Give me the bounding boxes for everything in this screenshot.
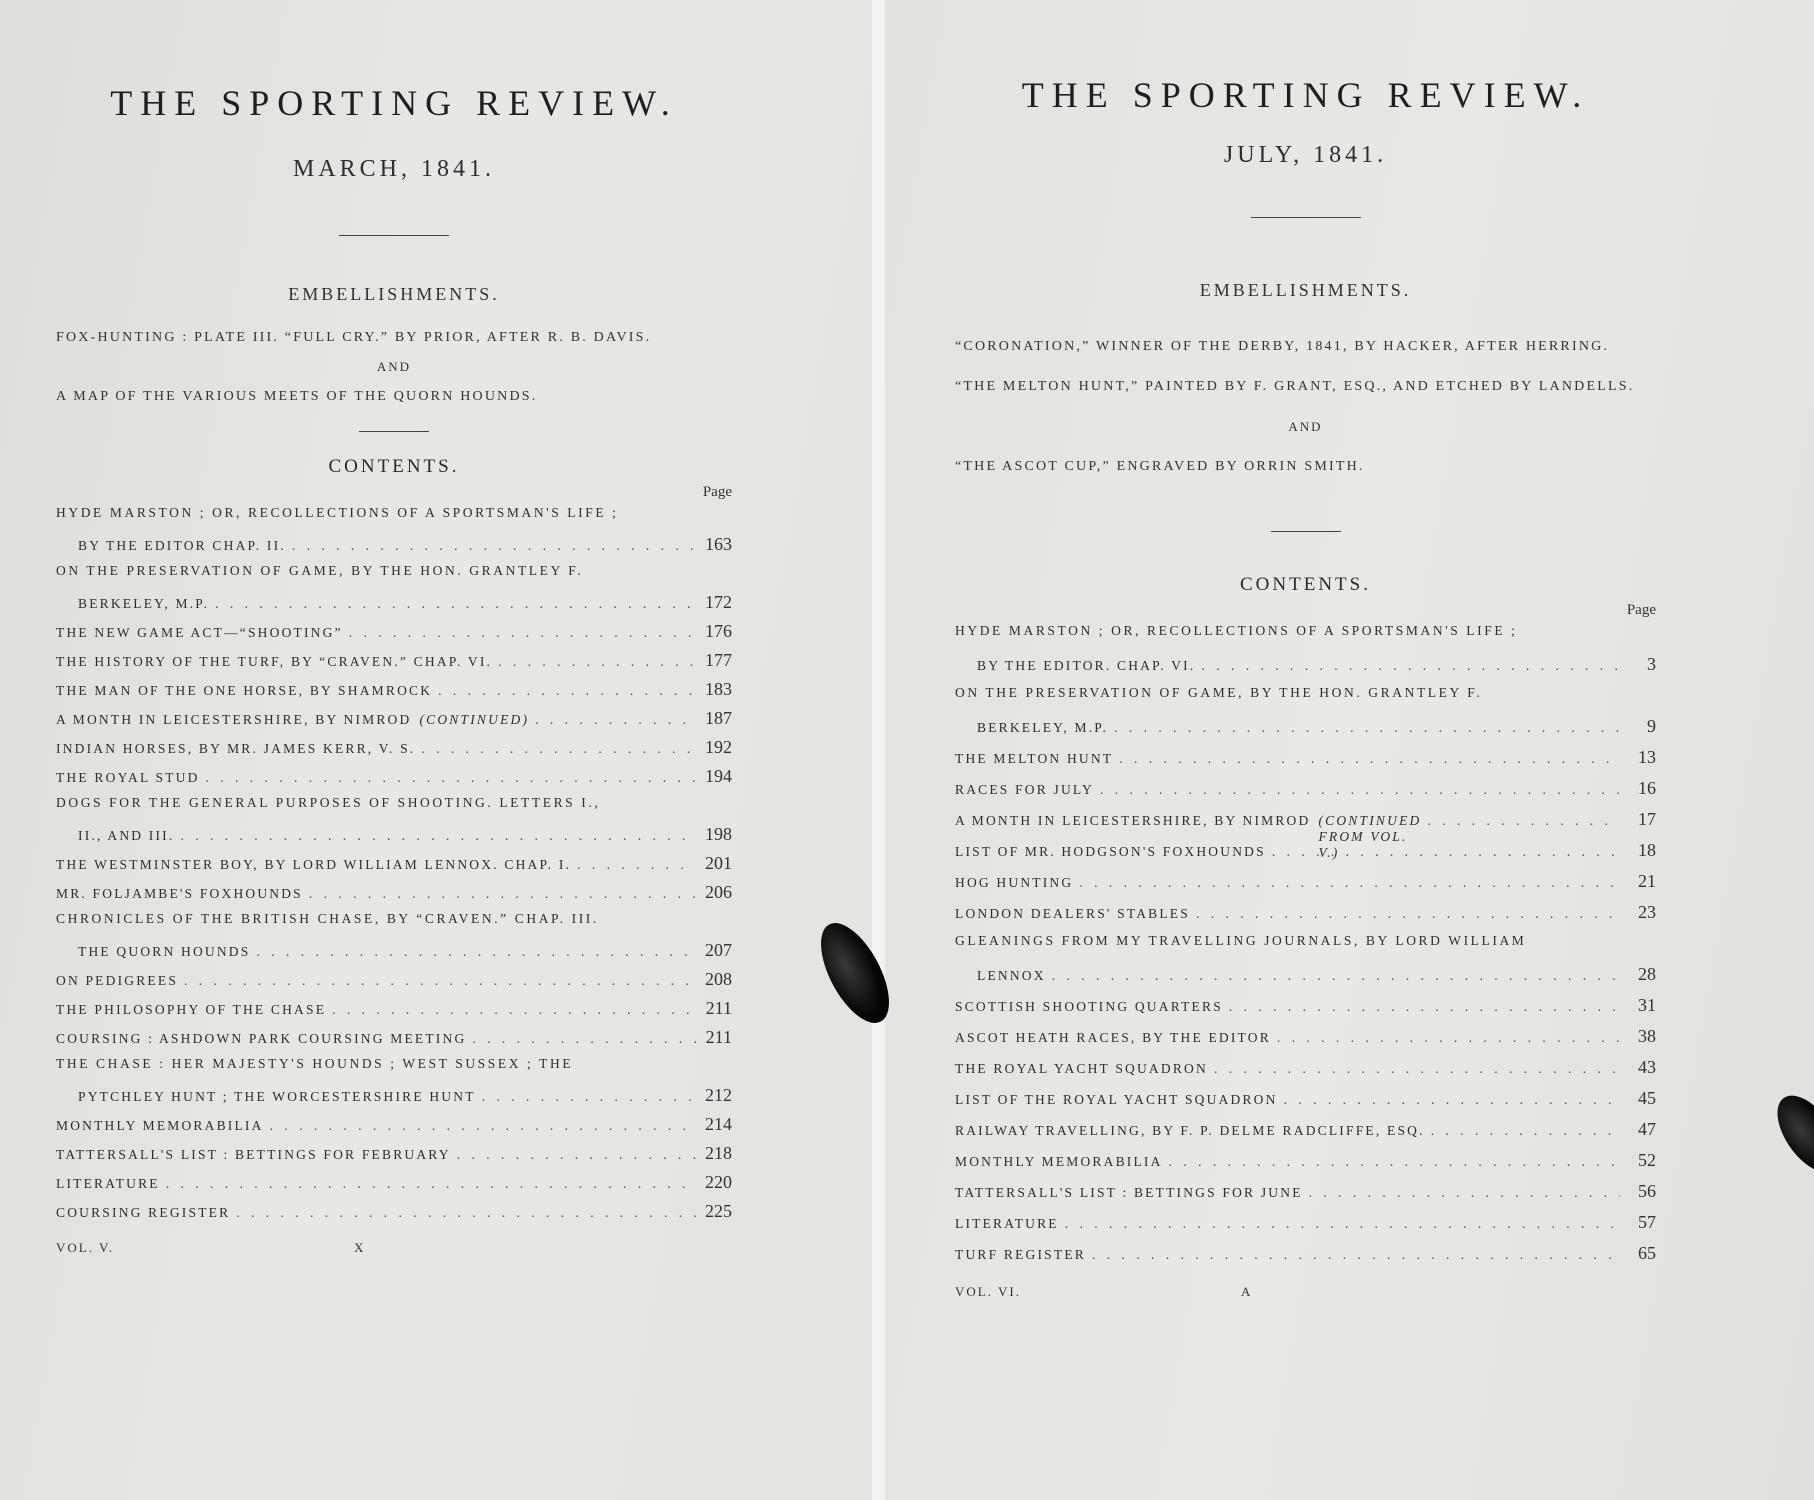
masthead: THE SPORTING REVIEW. — [1021, 75, 1590, 115]
dot-leader — [1229, 999, 1620, 1015]
toc-entry — [955, 1026, 1656, 1057]
toc-page-number: 28 — [1638, 964, 1656, 984]
divider-rule — [359, 431, 429, 432]
toc-page-number: 21 — [1638, 871, 1656, 891]
toc-entry-title: PYTCHLEY HUNT ; THE WORCESTERSHIRE HUNT — [78, 1089, 476, 1104]
toc-entry-title: THE NEW GAME ACT—“SHOOTING” — [56, 625, 343, 640]
toc-entry-title: BERKELEY, M.P. — [78, 596, 210, 611]
dot-leader — [184, 973, 696, 989]
toc-entry-title: LIST OF MR. HODGSON'S FOXHOUNDS — [955, 844, 1266, 859]
toc-entry — [955, 1243, 1656, 1274]
toc-page-number: 218 — [705, 1143, 732, 1163]
toc-entry-title: THE HISTORY OF THE TURF, BY “CRAVEN.” CHAP. VI. — [56, 654, 493, 669]
dot-leader — [421, 741, 696, 757]
dot-leader — [166, 1176, 696, 1192]
toc-entry-title: MR. FOLJAMBE'S FOXHOUNDS — [56, 886, 303, 901]
toc-entry-title: GLEANINGS FROM MY TRAVELLING JOURNALS, BY LORD WILLIAM — [955, 933, 1527, 948]
toc-page-number: 16 — [1638, 778, 1656, 798]
toc-page-number: 194 — [705, 766, 732, 786]
dot-leader — [349, 625, 696, 641]
toc-page-number: 220 — [705, 1172, 732, 1192]
toc-entry — [955, 1212, 1656, 1243]
dot-leader — [482, 1089, 696, 1105]
toc-entry — [56, 679, 732, 708]
dot-leader — [1201, 658, 1620, 674]
signature-mark: A — [1240, 1284, 1253, 1299]
toc-entry — [56, 911, 732, 940]
toc-entry-title: LENNOX — [977, 968, 1046, 983]
toc-entry-title: THE QUORN HOUNDS — [78, 944, 251, 959]
toc-entry-title: CHRONICLES OF THE BRITISH CHASE, BY “CRAVEN.” CHAP. III. — [56, 911, 599, 926]
toc-entry-note: (CONTINUED FROM VOL. V.) — [1318, 813, 1422, 860]
toc-entry-title: MONTHLY MEMORABILIA — [56, 1118, 264, 1133]
toc-entry — [56, 737, 732, 766]
toc-entry-title: BY THE EDITOR. CHAP. VI. — [977, 658, 1196, 673]
toc-page-number: 198 — [705, 824, 732, 844]
toc-page-number: 208 — [705, 969, 732, 989]
toc-page-number: 206 — [705, 882, 732, 902]
toc-entry — [56, 534, 732, 563]
embellishments-heading: EMBELLISHMENTS. — [288, 284, 500, 304]
toc-entry — [955, 685, 1656, 716]
toc-entry-title: ASCOT HEATH RACES, BY THE EDITOR — [955, 1030, 1271, 1045]
dot-leader — [1169, 1154, 1620, 1170]
volume-number: VOL. V. — [56, 1240, 114, 1255]
dot-leader — [1052, 968, 1620, 984]
toc-entry-title: II., AND III. — [78, 828, 175, 843]
toc-entry-title: HYDE MARSTON ; OR, RECOLLECTIONS OF A SPORTSMAN'S LIFE ; — [955, 623, 1518, 638]
toc-page-number: 172 — [705, 592, 732, 612]
toc-page-number: 38 — [1638, 1026, 1656, 1046]
toc-entry — [955, 1057, 1656, 1088]
toc-page-number: 56 — [1638, 1181, 1656, 1201]
toc-entry-title: A MONTH IN LEICESTERSHIRE, BY NIMROD — [56, 712, 412, 727]
embellishment-item: “THE ASCOT CUP,” ENGRAVED BY ORRIN SMITH. — [955, 459, 1365, 474]
toc-entry-title: BERKELEY, M.P. — [977, 720, 1109, 735]
toc-entry-title: SCOTTISH SHOOTING QUARTERS — [955, 999, 1223, 1014]
toc-page-number: 9 — [1647, 716, 1656, 736]
toc-entry-title: TATTERSALL'S LIST : BETTINGS FOR FEBRUARY — [56, 1147, 451, 1162]
dot-leader — [1427, 813, 1620, 829]
toc-entry-title: HOG HUNTING — [955, 875, 1074, 890]
embellishment-item: FOX-HUNTING : PLATE III. “FULL CRY.” BY PRIOR, AFTER R. B. DAVIS. — [56, 330, 652, 345]
toc-page-number: 13 — [1638, 747, 1656, 767]
toc-entry — [955, 1119, 1656, 1150]
toc-entry — [56, 505, 732, 534]
toc-entry — [56, 940, 732, 969]
embellishment-item: “THE MELTON HUNT,” PAINTED BY F. GRANT, ESQ., AND ETCHED BY LANDELLS. — [955, 379, 1635, 394]
divider-rule — [1251, 217, 1361, 218]
dot-leader — [270, 1118, 696, 1134]
toc-entry-title: THE WESTMINSTER BOY, BY LORD WILLIAM LENNOX. CHAP. I. — [56, 857, 572, 872]
toc-entry-title: THE CHASE : HER MAJESTY'S HOUNDS ; WEST SUSSEX ; THE — [56, 1056, 574, 1071]
divider-rule — [1271, 531, 1341, 532]
dot-leader — [1277, 1030, 1620, 1046]
toc-entry-title: MONTHLY MEMORABILIA — [955, 1154, 1163, 1169]
toc-entry — [56, 1056, 732, 1085]
toc-entry — [955, 1181, 1656, 1212]
toc-page-number: 17 — [1638, 809, 1656, 829]
dot-leader — [1214, 1061, 1620, 1077]
dot-leader — [472, 1031, 696, 1047]
page-footer — [56, 1240, 732, 1256]
toc-page-number: 177 — [705, 650, 732, 670]
toc-entry — [56, 592, 732, 621]
toc-entry — [56, 708, 732, 737]
dot-leader — [1196, 906, 1620, 922]
toc-entry-title: TATTERSALL'S LIST : BETTINGS FOR JUNE — [955, 1185, 1303, 1200]
toc-page-number: 187 — [705, 708, 732, 728]
dot-leader — [206, 770, 696, 786]
toc-entry-title: HYDE MARSTON ; OR, RECOLLECTIONS OF A SPORTSMAN'S LIFE ; — [56, 505, 619, 520]
toc-entry — [56, 1114, 732, 1143]
dot-leader — [1065, 1216, 1620, 1232]
right-page — [885, 0, 1814, 1500]
dot-leader — [1114, 720, 1620, 736]
toc-entry-title: ON THE PRESERVATION OF GAME, BY THE HON. GRANTLEY F. — [955, 685, 1483, 700]
contents-list — [56, 505, 732, 1230]
toc-page-number: 163 — [705, 534, 732, 554]
dot-leader — [577, 857, 696, 873]
embellishments-heading: EMBELLISHMENTS. — [1199, 280, 1412, 300]
toc-entry-title: THE PHILOSOPHY OF THE CHASE — [56, 1002, 327, 1017]
contents-heading: CONTENTS. — [1240, 574, 1371, 595]
dot-leader — [438, 683, 696, 699]
toc-page-number: 23 — [1638, 902, 1656, 922]
toc-entry — [56, 1143, 732, 1172]
toc-entry-title: BY THE EDITOR CHAP. II. — [78, 538, 286, 553]
toc-entry-title: THE MELTON HUNT — [955, 751, 1114, 766]
toc-page-number: 3 — [1647, 654, 1656, 674]
toc-page-number: 176 — [705, 621, 732, 641]
page-column-label: Page — [1626, 602, 1656, 618]
toc-entry — [56, 882, 732, 911]
toc-entry — [955, 716, 1656, 747]
toc-entry — [56, 969, 732, 998]
contents-heading: CONTENTS. — [328, 456, 460, 477]
toc-entry — [955, 902, 1656, 933]
toc-entry-title: THE ROYAL YACHT SQUADRON — [955, 1061, 1208, 1076]
toc-entry — [56, 1172, 732, 1201]
toc-entry — [56, 766, 732, 795]
toc-page-number: 47 — [1638, 1119, 1656, 1139]
masthead: THE SPORTING REVIEW. — [110, 83, 678, 123]
toc-entry — [56, 1201, 732, 1230]
toc-page-number: 18 — [1638, 840, 1656, 860]
toc-entry-title: TURF REGISTER — [955, 1247, 1086, 1262]
toc-entry-title: RACES FOR JULY — [955, 782, 1094, 797]
toc-entry — [955, 871, 1656, 902]
toc-page-number: 225 — [705, 1201, 732, 1221]
toc-page-number: 65 — [1638, 1243, 1656, 1263]
toc-entry-title: THE ROYAL STUD — [56, 770, 200, 785]
toc-entry-title: INDIAN HORSES, BY MR. JAMES KERR, V. S. — [56, 741, 416, 756]
toc-page-number: 211 — [705, 998, 732, 1018]
toc-page-number: 211 — [705, 1027, 732, 1047]
dot-leader — [1079, 875, 1620, 891]
toc-entry — [955, 995, 1656, 1026]
embellishments-and: AND — [376, 359, 412, 374]
dot-leader — [1284, 1092, 1620, 1108]
book-gutter — [872, 0, 885, 1500]
toc-page-number: 192 — [705, 737, 732, 757]
embellishments-list — [955, 327, 1656, 487]
toc-entry — [955, 1088, 1656, 1119]
toc-page-number: 52 — [1638, 1150, 1656, 1170]
toc-entry-title: DOGS FOR THE GENERAL PURPOSES OF SHOOTING. LETTERS I., — [56, 795, 601, 810]
toc-entry — [955, 654, 1656, 685]
toc-entry — [56, 998, 732, 1027]
toc-entry — [56, 650, 732, 679]
contents-list — [955, 623, 1656, 1274]
issue-date: MARCH, 1841. — [292, 156, 496, 182]
dot-leader — [309, 886, 696, 902]
toc-entry-title: LONDON DEALERS' STABLES — [955, 906, 1190, 921]
toc-entry-title: COURSING REGISTER — [56, 1205, 231, 1220]
toc-entry-title: ON PEDIGREES — [56, 973, 179, 988]
dot-leader — [1272, 844, 1620, 860]
toc-entry — [955, 840, 1656, 871]
volume-number: VOL. VI. — [955, 1284, 1021, 1299]
toc-entry — [56, 563, 732, 592]
toc-page-number: 207 — [705, 940, 732, 960]
dot-leader — [1431, 1123, 1620, 1139]
dot-leader — [1309, 1185, 1620, 1201]
toc-entry — [955, 964, 1656, 995]
dot-leader — [332, 1002, 696, 1018]
embellishment-item: “CORONATION,” WINNER OF THE DERBY, 1841, BY HACKER, AFTER HERRING. — [955, 339, 1610, 354]
toc-page-number: 201 — [705, 853, 732, 873]
toc-entry — [56, 1027, 732, 1056]
dot-leader — [180, 828, 696, 844]
embellishments-and: AND — [1288, 419, 1323, 434]
toc-entry — [56, 621, 732, 650]
toc-entry — [955, 747, 1656, 778]
toc-entry-title: LITERATURE — [56, 1176, 160, 1191]
dot-leader — [256, 944, 696, 960]
toc-entry-title: A MONTH IN LEICESTERSHIRE, BY NIMROD — [955, 813, 1311, 828]
dot-leader — [1119, 751, 1620, 767]
toc-entry — [56, 853, 732, 882]
toc-entry-title: LITERATURE — [955, 1216, 1059, 1231]
toc-entry-title: ON THE PRESERVATION OF GAME, BY THE HON. GRANTLEY F. — [56, 563, 584, 578]
toc-entry-title: COURSING : ASHDOWN PARK COURSING MEETING — [56, 1031, 467, 1046]
dot-leader — [292, 538, 696, 554]
toc-entry — [955, 1150, 1656, 1181]
embellishments-list — [56, 323, 732, 411]
toc-entry — [955, 778, 1656, 809]
toc-entry — [955, 933, 1656, 964]
signature-mark: X — [353, 1240, 366, 1255]
toc-page-number: 57 — [1638, 1212, 1656, 1232]
toc-page-number: 183 — [705, 679, 732, 699]
dot-leader — [535, 712, 696, 728]
dot-leader — [498, 654, 696, 670]
left-page — [0, 0, 872, 1500]
dot-leader — [1092, 1247, 1620, 1263]
page-column-label: Page — [702, 484, 732, 500]
page-footer — [955, 1284, 1656, 1300]
toc-page-number: 45 — [1638, 1088, 1656, 1108]
toc-page-number: 214 — [705, 1114, 732, 1134]
toc-page-number: 212 — [705, 1085, 732, 1105]
toc-page-number: 31 — [1638, 995, 1656, 1015]
toc-entry-note: (CONTINUED) — [419, 712, 530, 727]
issue-date: JULY, 1841. — [1223, 142, 1388, 168]
divider-rule — [339, 235, 449, 236]
toc-entry-title: LIST OF THE ROYAL YACHT SQUADRON — [955, 1092, 1278, 1107]
dot-leader — [215, 596, 696, 612]
toc-entry — [955, 623, 1656, 654]
dot-leader — [457, 1147, 696, 1163]
dot-leader — [1100, 782, 1620, 798]
dot-leader — [236, 1205, 696, 1221]
toc-entry — [56, 795, 732, 824]
toc-entry — [56, 824, 732, 853]
toc-page-number: 43 — [1638, 1057, 1656, 1077]
embellishment-item: A MAP OF THE VARIOUS MEETS OF THE QUORN HOUNDS. — [56, 389, 538, 404]
toc-entry-title: RAILWAY TRAVELLING, BY F. P. DELME RADCLIFFE, ESQ. — [955, 1123, 1425, 1138]
toc-entry-title: THE MAN OF THE ONE HORSE, BY SHAMROCK — [56, 683, 433, 698]
toc-entry — [56, 1085, 732, 1114]
